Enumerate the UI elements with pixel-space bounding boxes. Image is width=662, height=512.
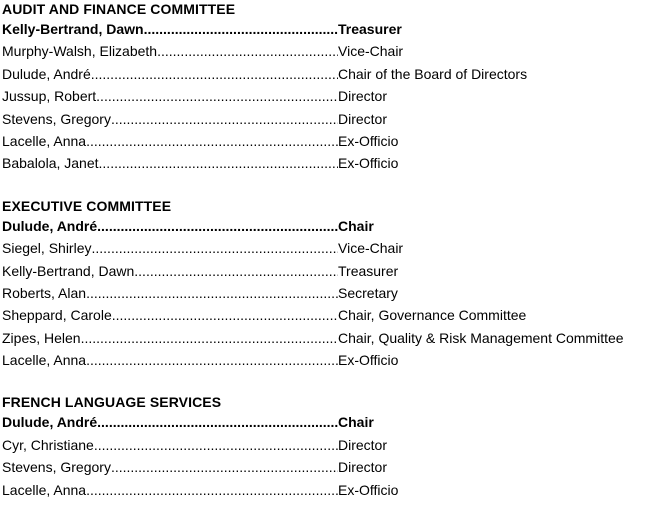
member-role: Secretary <box>338 284 398 301</box>
member-name: Siegel, Shirley <box>2 240 92 257</box>
member-role: Director <box>338 110 388 127</box>
member-name: Lacelle, Anna <box>2 481 87 498</box>
section-heading: FRENCH LANGUAGE SERVICES <box>2 394 222 411</box>
member-role: Director <box>338 88 388 105</box>
member-name: Murphy-Walsh, Elizabeth <box>2 43 158 60</box>
dot-leader <box>97 215 338 237</box>
member-name: Kelly-Bertrand, Dawn <box>2 262 135 279</box>
member-name: Sheppard, Carole <box>2 307 112 324</box>
member-row <box>2 63 662 85</box>
member-role: Ex-Officio <box>338 155 399 172</box>
member-row <box>2 434 662 456</box>
dot-leader <box>86 130 338 152</box>
dot-leader <box>86 349 338 371</box>
member-name: Kelly-Bertrand, Dawn <box>2 21 144 37</box>
member-role: Chair, Quality & Risk Management Committee <box>338 329 624 346</box>
member-row <box>2 108 662 130</box>
member-row <box>2 411 662 433</box>
member-name: Cyr, Christiane <box>2 436 94 453</box>
member-name: Dulude, André <box>2 65 91 82</box>
section-spacer <box>2 175 662 197</box>
dot-leader <box>112 304 338 326</box>
dot-leader <box>91 63 338 85</box>
member-name: Stevens, Gregory <box>2 459 111 476</box>
member-row <box>2 130 662 152</box>
member-name: Roberts, Alan <box>2 284 87 301</box>
member-name: Dulude, André <box>2 217 98 234</box>
member-row <box>2 304 662 326</box>
member-row <box>2 152 662 174</box>
member-row <box>2 282 662 304</box>
committee-section-audit-finance <box>2 0 662 175</box>
member-row <box>2 85 662 107</box>
member-role: Ex-Officio <box>338 481 399 498</box>
member-role: Vice-Chair <box>338 240 404 257</box>
dot-leader <box>144 18 338 40</box>
member-name: Zipes, Helen <box>2 329 81 346</box>
member-name: Babalola, Janet <box>2 155 99 172</box>
member-role: Ex-Officio <box>338 352 399 369</box>
member-role: Chair, Governance Committee <box>338 307 527 324</box>
dot-leader <box>157 40 338 62</box>
committee-section-french-language-services <box>2 393 662 501</box>
member-role: Ex-Officio <box>338 132 399 149</box>
dot-leader <box>81 327 338 349</box>
dot-leader <box>86 479 338 501</box>
dot-leader <box>111 456 338 478</box>
committee-section-executive <box>2 197 662 372</box>
member-role: Chair <box>338 414 374 431</box>
member-row <box>2 456 662 478</box>
member-role: Treasurer <box>338 21 402 37</box>
member-row <box>2 327 662 349</box>
member-row <box>2 260 662 282</box>
member-row <box>2 215 662 237</box>
dot-leader <box>96 85 338 107</box>
dot-leader <box>94 434 338 456</box>
member-role: Treasurer <box>338 262 399 279</box>
member-name: Lacelle, Anna <box>2 352 87 369</box>
member-name: Jussup, Robert <box>2 88 97 105</box>
member-role: Vice-Chair <box>338 43 404 60</box>
dot-leader <box>134 260 338 282</box>
member-role: Director <box>338 436 388 453</box>
member-row <box>2 40 662 62</box>
member-row <box>2 349 662 371</box>
member-name: Stevens, Gregory <box>2 110 111 127</box>
section-heading: AUDIT AND FINANCE COMMITTEE <box>2 1 236 17</box>
section-heading: EXECUTIVE COMMITTEE <box>2 197 172 214</box>
section-spacer <box>2 371 662 393</box>
member-row <box>2 237 662 259</box>
member-name: Lacelle, Anna <box>2 132 87 149</box>
dot-leader <box>92 237 339 259</box>
member-role: Chair of the Board of Directors <box>338 65 528 82</box>
dot-leader <box>97 411 338 433</box>
dot-leader <box>86 282 338 304</box>
dot-leader <box>111 108 338 130</box>
committee-document <box>2 0 662 501</box>
member-name: Dulude, André <box>2 414 98 431</box>
member-row <box>2 479 662 501</box>
member-role: Director <box>338 459 388 476</box>
member-role: Chair <box>338 217 374 234</box>
dot-leader <box>99 152 338 174</box>
member-row <box>2 18 662 40</box>
